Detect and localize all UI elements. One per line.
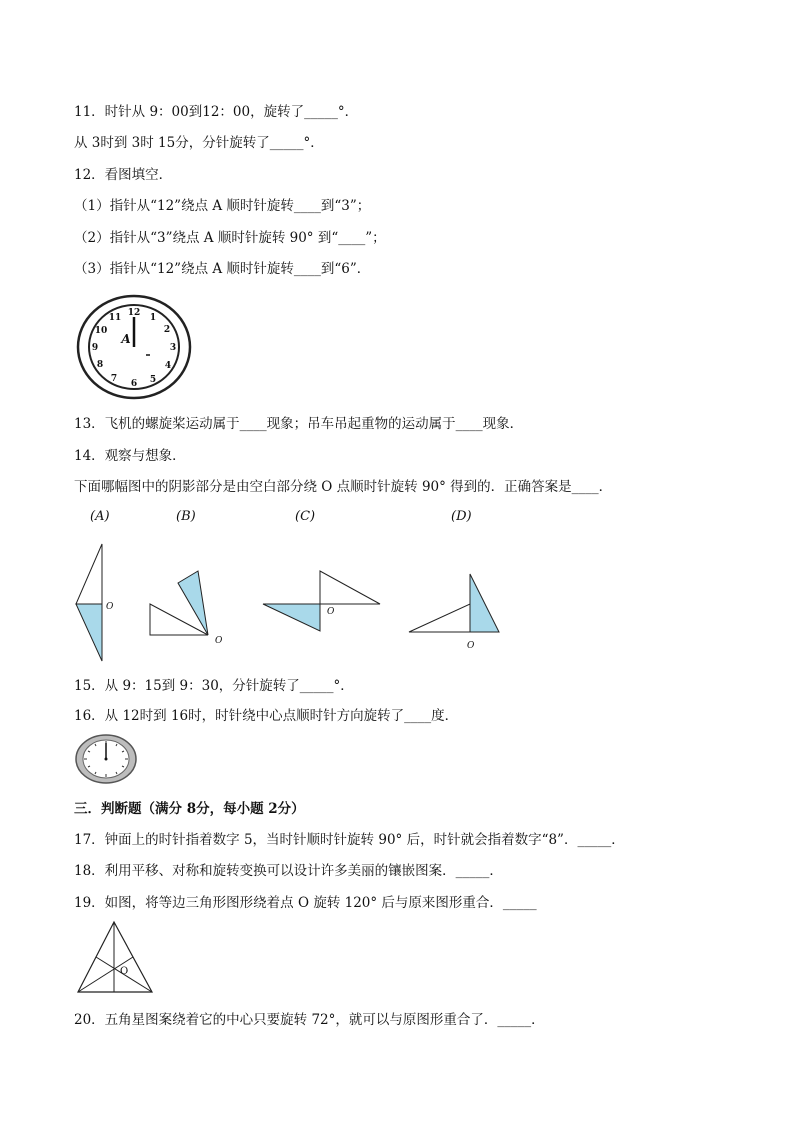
q14-option-labels bbox=[90, 509, 472, 524]
q14-title: 14．观察与想象． bbox=[74, 448, 186, 464]
q12-part3: （3）指针从“12”绕点 A 顺时针旋转____到“6”． bbox=[74, 261, 371, 277]
clock-number-9: 9 bbox=[91, 343, 99, 353]
q18-line: 18．利用平移、对称和旋转变换可以设计许多美丽的镶嵌图案．_____． bbox=[74, 863, 503, 879]
q16-line: 16．从 12时到 16时，时针绕中心点顺时针方向旋转了____度． bbox=[74, 708, 459, 724]
clock-number-2: 2 bbox=[163, 325, 171, 335]
clock-number-7: 7 bbox=[110, 374, 118, 384]
option-a-point-label: O bbox=[106, 602, 114, 612]
option-b-label: (B) bbox=[176, 509, 196, 524]
q13-line: 13．飞机的螺旋桨运动属于____现象；吊车吊起重物的运动属于____现象． bbox=[74, 416, 524, 432]
small-clock-center bbox=[105, 758, 108, 761]
option-c-shaded bbox=[263, 604, 320, 631]
option-c-point-label: O bbox=[327, 607, 335, 617]
clock-number-6: 6 bbox=[130, 379, 138, 389]
option-d-point-label: O bbox=[467, 641, 475, 651]
clock-number-8: 8 bbox=[96, 360, 104, 370]
q14-description: 下面哪幅图中的阴影部分是由空白部分绕 O 点顺时针旋转 90° 得到的．正确答案是____． bbox=[74, 479, 613, 495]
section-3-heading: 三．判断题（满分 8分，每小题 2分） bbox=[74, 801, 305, 817]
clock-number-5: 5 bbox=[149, 375, 157, 385]
q12-part1: （1）指针从“12”绕点 A 顺时针旋转____到“3”； bbox=[74, 198, 371, 214]
option-d-figure bbox=[409, 574, 499, 651]
q20-line: 20．五角星图案绕着它的中心只要旋转 72°，就可以与原图形重合了．_____． bbox=[74, 1012, 545, 1028]
q11-line-b: 从 3时到 3时 15分，分针旋转了_____°． bbox=[74, 135, 324, 151]
clock-figure bbox=[76, 293, 194, 401]
option-d-shaded bbox=[470, 574, 499, 632]
small-clock-figure bbox=[74, 733, 138, 785]
triangle-figure bbox=[74, 920, 156, 996]
option-b-figure bbox=[150, 571, 223, 646]
option-d-label: (D) bbox=[451, 509, 472, 524]
option-b-point-label: O bbox=[215, 636, 223, 646]
clock-number-11: 11 bbox=[108, 313, 122, 323]
option-a-label: (A) bbox=[90, 509, 110, 524]
q11-line-a: 11．时针从 9：00到12：00，旋转了_____°． bbox=[74, 104, 359, 120]
q17-line: 17．钟面上的时针指着数字 5，当时针顺时针旋转 90° 后，时针就会指着数字“8”．_____． bbox=[74, 832, 625, 848]
triangle-center-label: O bbox=[120, 966, 129, 977]
option-c-figure bbox=[263, 571, 380, 631]
q14-figures bbox=[70, 503, 520, 665]
option-b-shaded bbox=[178, 571, 208, 635]
clock-number-4: 4 bbox=[164, 361, 172, 371]
q12-title: 12．看图填空． bbox=[74, 167, 173, 183]
clock-number-12: 12 bbox=[127, 308, 141, 318]
clock-center-label: A bbox=[121, 332, 131, 346]
option-a-shaded bbox=[76, 604, 102, 661]
clock-number-1: 1 bbox=[149, 313, 157, 323]
option-a-figure bbox=[76, 544, 114, 661]
clock-number-3: 3 bbox=[169, 343, 177, 353]
q19-line: 19．如图，将等边三角形图形绕着点 O 旋转 120° 后与原来图形重合．_____ bbox=[74, 895, 537, 911]
clock-number-10: 10 bbox=[94, 326, 108, 336]
q15-line: 15．从 9：15到 9：30，分针旋转了_____°． bbox=[74, 678, 354, 694]
equilateral-triangle bbox=[78, 922, 152, 992]
option-c-label: (C) bbox=[295, 509, 316, 524]
q12-part2: （2）指针从“3”绕点 A 顺时针旋转 90° 到“____”； bbox=[74, 230, 386, 246]
